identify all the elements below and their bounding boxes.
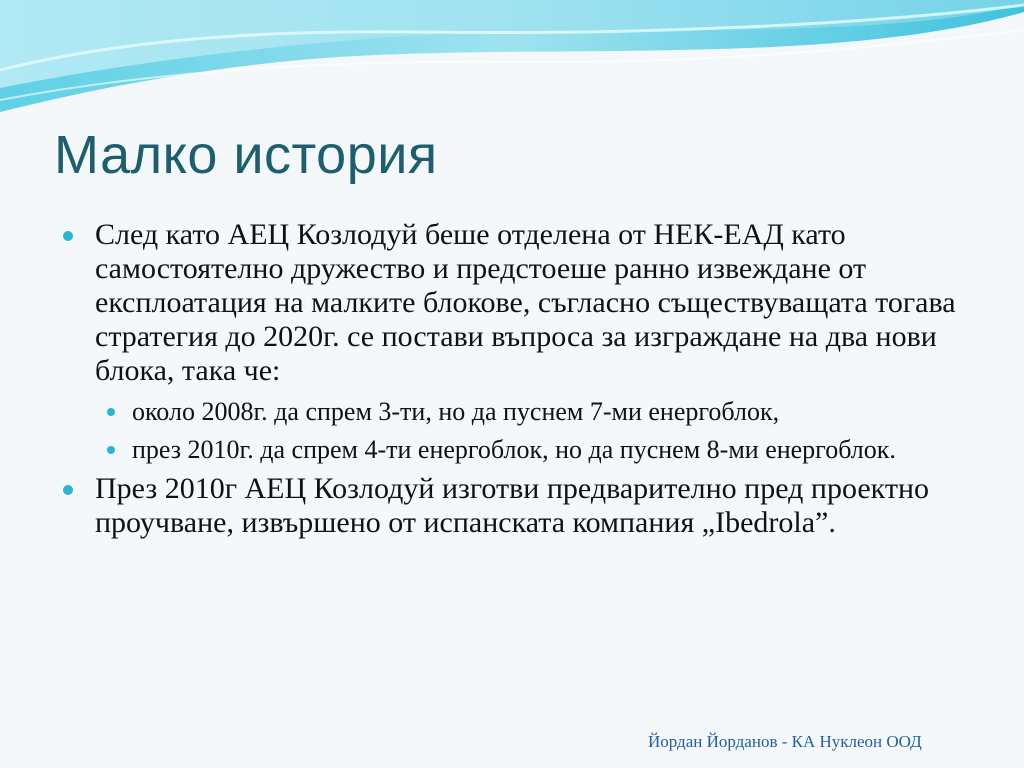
bullet-icon xyxy=(107,446,115,454)
bullet-icon xyxy=(107,408,115,416)
slide-title: Малко история xyxy=(54,125,438,185)
slide-footer: Йордан Йорданов - КА Нуклеон ООД xyxy=(648,732,922,751)
header-wave-decoration xyxy=(0,0,1024,130)
bullet-text: След като АЕЦ Козлодуй беше отделена от НЕК-ЕАД като самостоятелно дружество и предстоеше ранно извеждане от експлоатация на малките блокове, съгласно съществуващата тогава стратегия до 2020г. се постави въпроса за изграждане на два нови блока, така че: xyxy=(95,218,956,387)
bullet-icon xyxy=(63,231,73,241)
sub-bullet-text: около 2008г. да спрем 3-ти, но да пуснем 7-ми енергоблок, xyxy=(132,397,780,426)
sub-bullet-item xyxy=(60,434,960,466)
slide-body xyxy=(60,218,960,548)
sub-bullet-item xyxy=(60,396,960,428)
bullet-item xyxy=(60,218,960,388)
bullet-text: През 2010г АЕЦ Козлодуй изготви предварително пред проектно проучване, извършено от испанската компания „Ibedrola”. xyxy=(95,472,929,539)
bullet-icon xyxy=(63,485,73,495)
bullet-item xyxy=(60,472,960,540)
sub-bullet-text: през 2010г. да спрем 4-ти енергоблок, но да пуснем 8-ми енергоблок. xyxy=(132,435,896,464)
